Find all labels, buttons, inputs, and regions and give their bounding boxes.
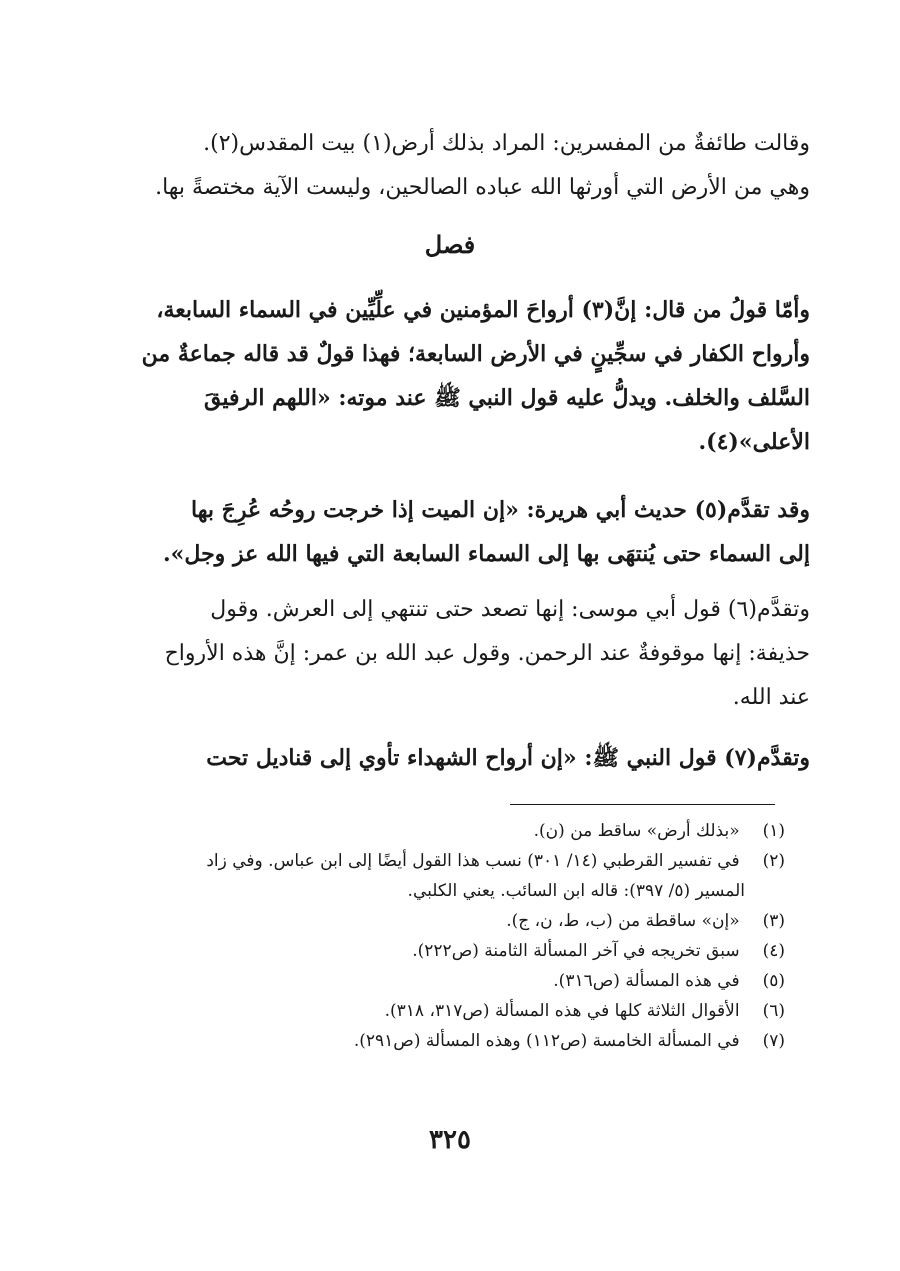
- footnote-text: في المسألة الخامسة (ص١١٢) وهذه المسألة (ص٢٩١).: [353, 1031, 740, 1051]
- footnote-text: «بذلك أرض» ساقط من (ن).: [533, 821, 740, 841]
- text-line: الأعلى»(٤).: [698, 429, 810, 455]
- paragraph-4: [116, 588, 810, 720]
- paragraph-1: [116, 122, 810, 210]
- text-line: وتقدَّم(٦) قول أبي موسى: إنها تصعد حتى تنتهي إلى العرش. وقول: [210, 597, 810, 622]
- text-line: حذيفة: إنها موقوفةٌ عند الرحمن. وقول عبد الله بن عمر: إنَّ هذه الأرواح: [164, 641, 810, 666]
- text-line: السَّلف والخلف. ويدلُّ عليه قول النبي ﷺ عند موته: «اللهم الرفيقَ: [203, 385, 810, 411]
- footnote-number: (٢): [762, 851, 785, 871]
- footnote-separator: [510, 804, 775, 805]
- paragraph-2: [116, 288, 810, 464]
- footnote-3: [100, 906, 785, 936]
- paragraph-5: [116, 736, 810, 780]
- footnote-2: [100, 846, 785, 876]
- text-line: إلى السماء حتى يُنتهَى بها إلى السماء السابعة التي فيها الله عز وجل».: [163, 541, 810, 567]
- text-line: عند الله.: [732, 685, 810, 710]
- page-number: ٣٢٥: [429, 1125, 471, 1155]
- footnote-7: [100, 1026, 785, 1056]
- footnote-2-continuation: المسير (٥/ ٣٩٧): قاله ابن السائب. يعني الكلبي.: [407, 881, 745, 901]
- text-line: وأرواح الكفار في سجِّينٍ في الأرض السابعة؛ فهذا قولٌ قد قاله جماعةٌ من: [141, 341, 810, 367]
- section-heading: فصل: [424, 230, 476, 259]
- text-line: وهي من الأرض التي أورثها الله عباده الصالحين، وليست الآية مختصةً بها.: [155, 175, 810, 200]
- footnote-text: في هذه المسألة (ص٣١٦).: [553, 971, 740, 991]
- footnote-text: «إن» ساقطة من (ب، ط، ن، ج).: [506, 911, 740, 931]
- footnote-5: [100, 966, 785, 996]
- footnote-6: [100, 996, 785, 1026]
- footnote-number: (٤): [762, 941, 785, 961]
- text-line: وقد تقدَّم(٥) حديث أبي هريرة: «إن الميت إذا خرجت روحُه عُرِجَ بها: [191, 497, 810, 523]
- paragraph-3: [116, 488, 810, 576]
- footnote-text: في تفسير القرطبي (١٤/ ٣٠١) نسب هذا القول أيضًا إلى ابن عباس. وفي زاد: [206, 851, 740, 871]
- footnote-number: (٦): [762, 1001, 785, 1021]
- footnotes: [100, 816, 785, 1056]
- text-line: وقالت طائفةٌ من المفسرين: المراد بذلك أرض(١) بيت المقدس(٢).: [203, 131, 810, 156]
- text-line: وأمّا قولُ من قال: إنَّ(٣) أرواحَ المؤمنين في علِّيِّين في السماء السابعة،: [156, 297, 810, 323]
- footnote-text: الأقوال الثلاثة كلها في هذه المسألة (ص٣١٧، ٣١٨).: [384, 1001, 740, 1021]
- footnote-number: (٣): [762, 911, 785, 931]
- footnote-number: (٧): [762, 1031, 785, 1051]
- text-line: وتقدَّم(٧) قول النبي ﷺ: «إن أرواح الشهداء تأوي إلى قناديل تحت: [206, 745, 810, 771]
- footnote-1: [100, 816, 785, 846]
- footnote-number: (١): [762, 821, 785, 841]
- footnote-number: (٥): [762, 971, 785, 991]
- footnote-4: [100, 936, 785, 966]
- footnote-text: سبق تخريجه في آخر المسألة الثامنة (ص٢٢٢).: [412, 941, 740, 961]
